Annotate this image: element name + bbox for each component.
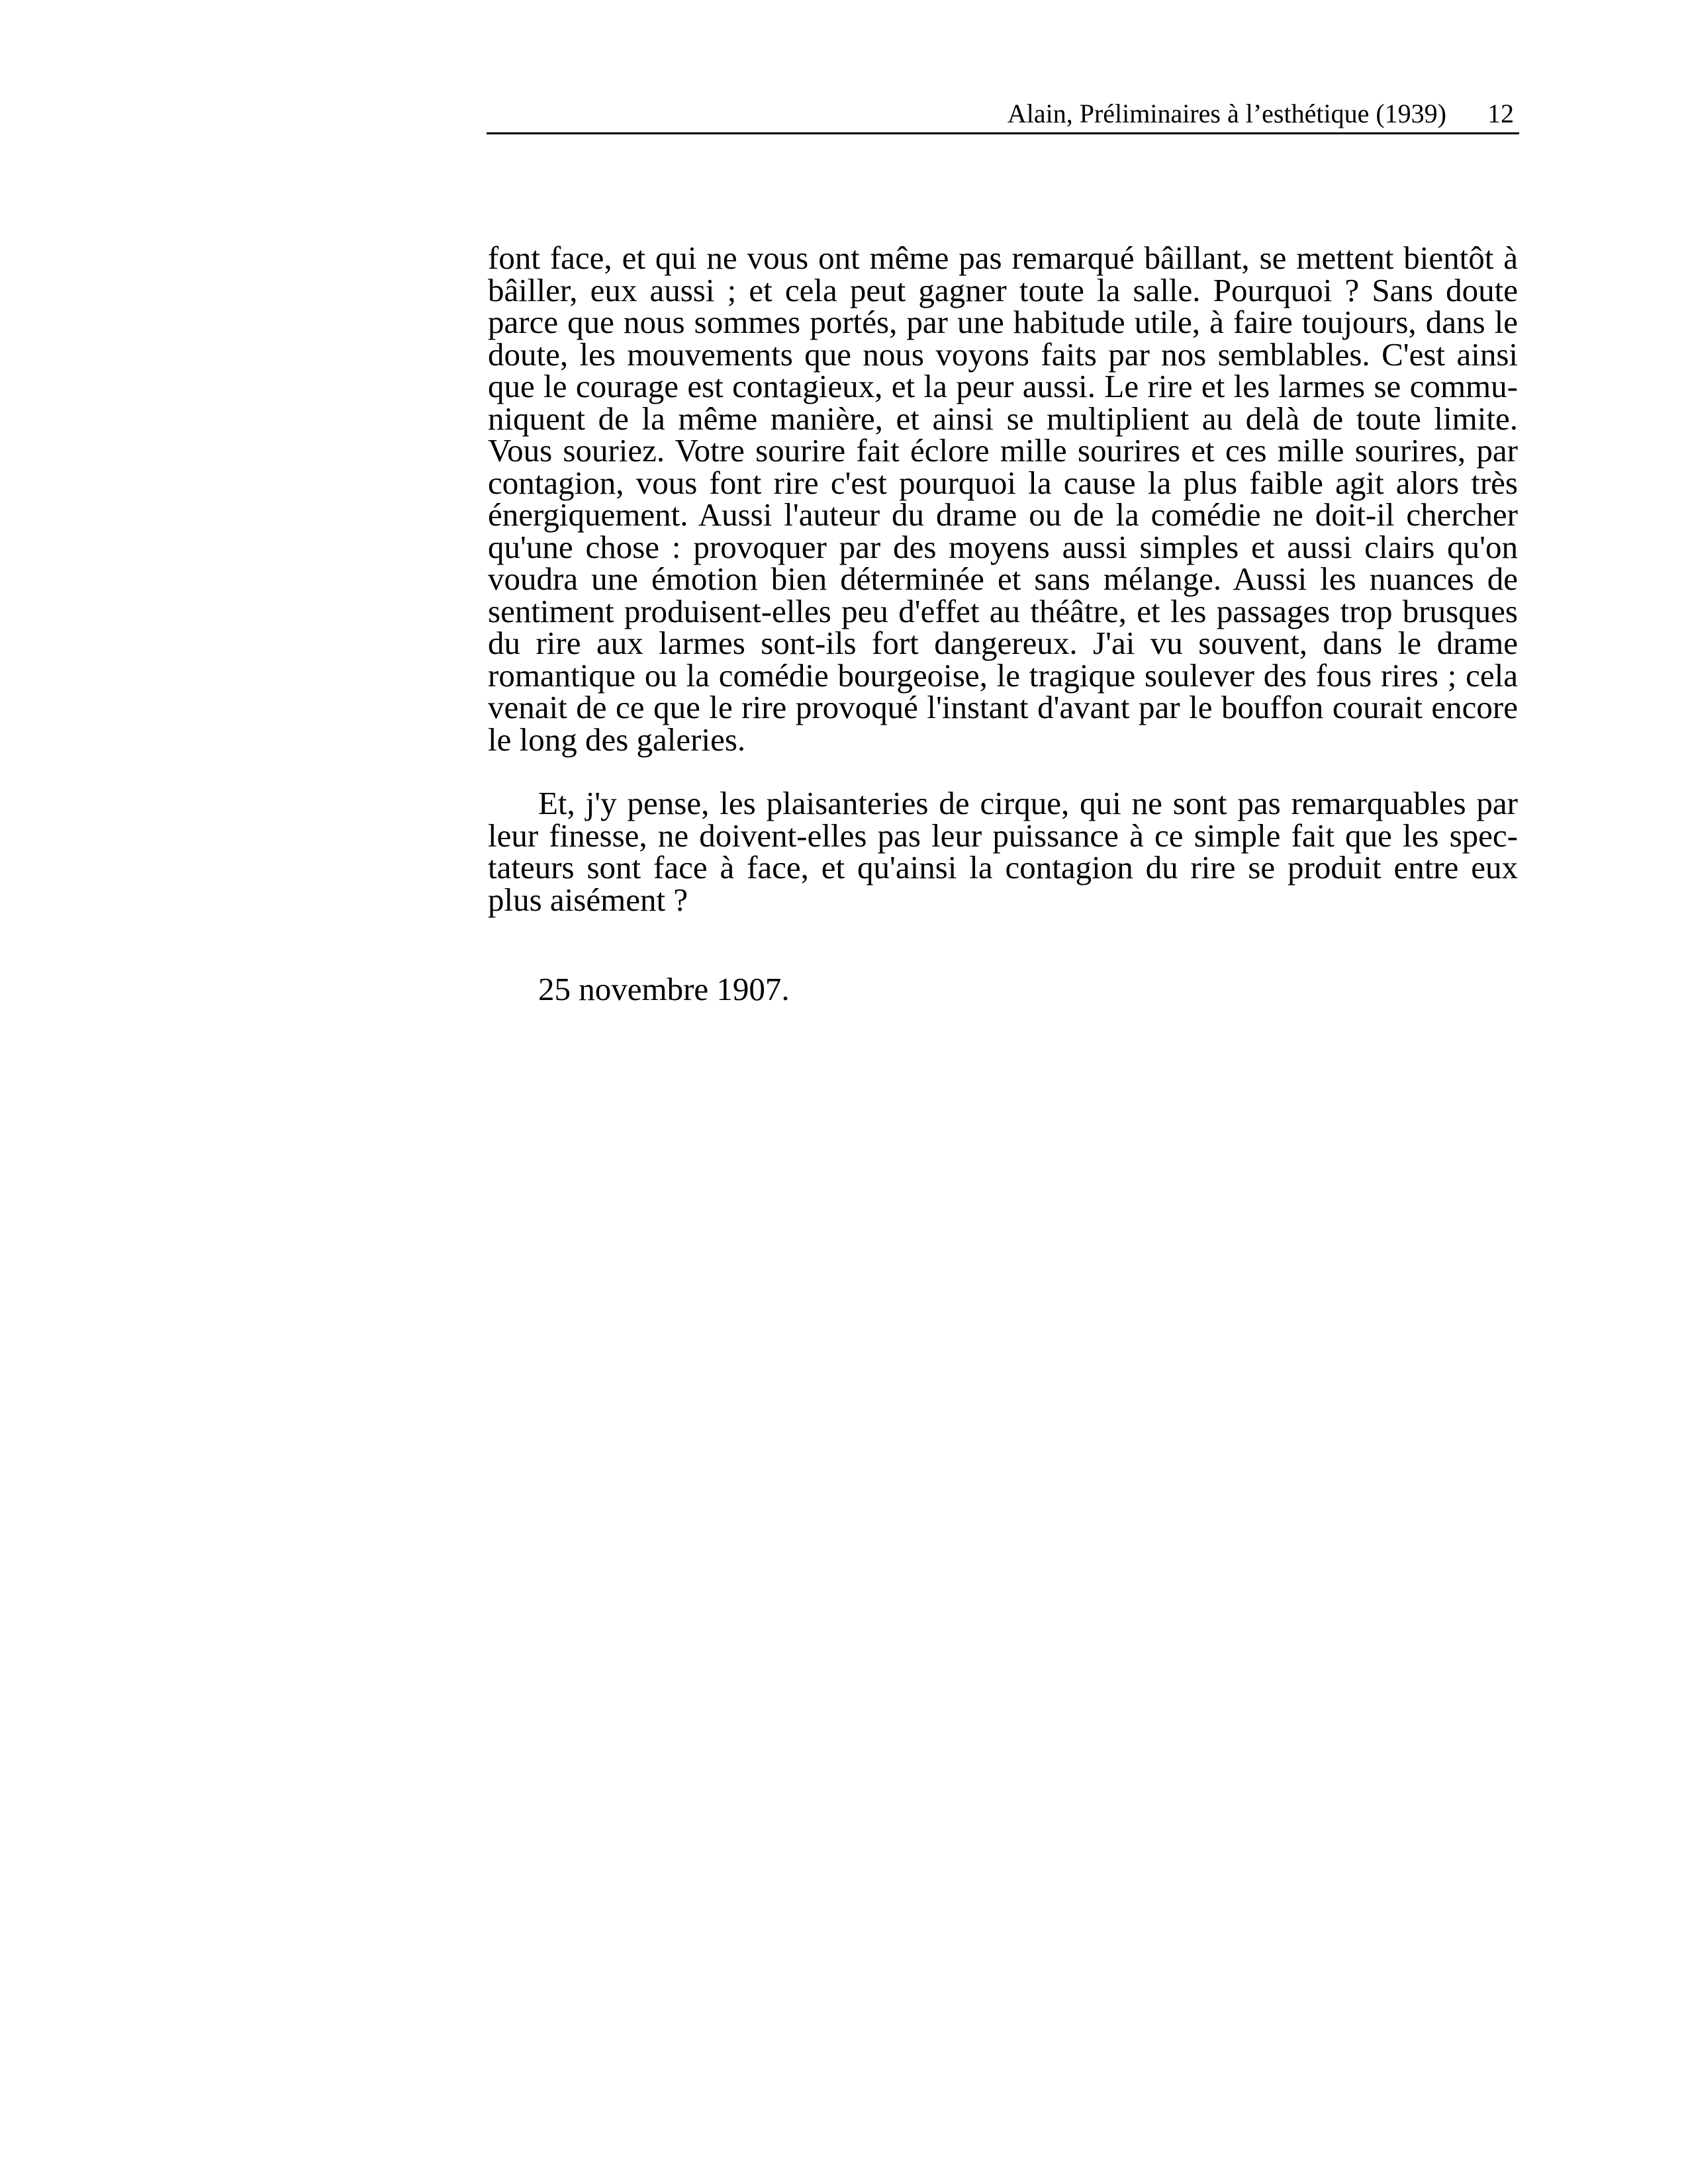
dateline: 25 novembre 1907.	[538, 971, 790, 1007]
paragraph: Et, j'y pense, les plaisanteries de cirque, qui ne sont pas remarquables par leur finesse, ne doivent-elles pas leur puissance à ce simple fait que les spectateurs sont face à face, et qu'ainsi la contagion du rire se produit entre eux plus aisément ?	[488, 785, 1518, 918]
header-title: Alain, Préliminaires à l’esthétique (1939)	[1007, 99, 1446, 128]
body-text	[488, 242, 1518, 1006]
running-header	[487, 98, 1519, 134]
page-number: 12	[1487, 99, 1514, 128]
paragraph-continued: font face, et qui ne vous ont même pas remarqué bâillant, se mettent bientôt à bâiller, eux aussi ; et cela peut gagner toute la salle. Pourquoi ? Sans doute parce que nous sommes portés, par une habitude utile, à faire toujours, dans le doute, les mouvements que nous voyons faits par nos semblables. C'est ainsi que le courage est contagieux, et la peur aussi. Le rire et les larmes se communiquent de la même manière, et ainsi se multiplient au delà de toute limite. Vous souriez. Votre sourire fait éclore mille sourires et ces mille sourires, par contagion, vous font rire c'est pourquoi la cause la plus faible agit alors très énergiquement. Aussi l'auteur du drame ou de la comédie ne doit-il chercher qu'une chose : provoquer par des moyens aussi simples et aussi clairs qu'on voudra une émotion bien déterminée et sans mélange. Aussi les nuances de sentiment produisent-elles peu d'effet au théâtre, et les passages trop brusques du rire aux larmes sont-ils fort dangereux. J'ai vu souvent, dans le drame romantique ou la comédie bourgeoise, le tragique soulever des fous rires ; cela venait de ce que le rire provoqué l'instant d'avant par le bouffon courait encore le long des galeries.	[488, 240, 1518, 758]
